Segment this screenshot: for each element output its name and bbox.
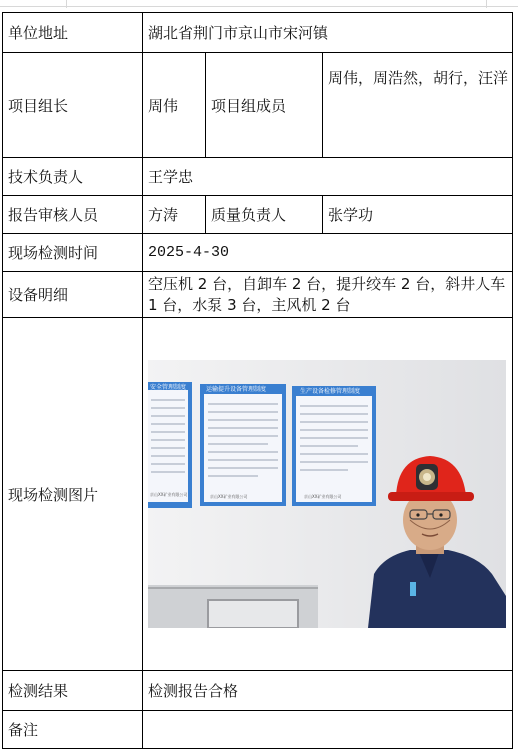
photo-cell [143, 318, 513, 671]
value-quality-lead: 张学功 [323, 196, 513, 234]
value-reviewer: 方涛 [143, 196, 206, 234]
value-team-leader: 周伟 [143, 53, 206, 158]
value-remarks [143, 711, 513, 749]
board-2-title: 运输提升设备管理制度 [206, 386, 267, 393]
label-inspection-time: 现场检测时间 [3, 234, 143, 272]
row-team [3, 53, 513, 158]
label-reviewer: 报告审核人员 [3, 196, 143, 234]
label-unit-address: 单位地址 [3, 13, 143, 53]
label-equipment: 设备明细 [3, 272, 143, 318]
row-result [3, 671, 513, 711]
notice-board-2 [200, 384, 286, 506]
value-team-members: 周伟，周浩然，胡行，汪洋 [323, 53, 513, 158]
value-tech-lead: 王学忠 [143, 158, 513, 196]
value-result: 检测报告合格 [143, 671, 513, 711]
row-unit-address [3, 13, 513, 53]
record-table [2, 12, 513, 749]
row-photo [3, 318, 513, 671]
row-tech-lead [3, 158, 513, 196]
value-unit-address: 湖北省荆门市京山市宋河镇 [143, 13, 513, 53]
board-1-footer: 京山XX矿业有限公司 [150, 492, 188, 497]
top-divider [0, 6, 518, 7]
label-quality-lead: 质量负责人 [206, 196, 323, 234]
margin-tick [486, 0, 487, 8]
label-photo: 现场检测图片 [3, 318, 143, 671]
label-team-leader: 项目组长 [3, 53, 143, 158]
value-equipment: 空压机 2 台，自卸车 2 台，提升绞车 2 台，斜井人车 1 台，水泵 3 台，主风机 2 台 [143, 272, 513, 318]
site-inspection-photo [148, 360, 506, 628]
site-photo-scene [148, 360, 506, 628]
board-3-title: 生产设备检修管理制度 [300, 388, 361, 395]
value-inspection-time: 2025-4-30 [143, 234, 513, 272]
notice-board-3 [292, 386, 376, 506]
notice-board-1 [148, 382, 192, 508]
label-tech-lead: 技术负责人 [3, 158, 143, 196]
label-team-members: 项目组成员 [206, 53, 323, 158]
board-3-footer: 京山XX矿业有限公司 [304, 494, 342, 499]
label-remarks: 备注 [3, 711, 143, 749]
row-remarks [3, 711, 513, 749]
row-equipment [3, 272, 513, 318]
label-result: 检测结果 [3, 671, 143, 711]
board-2-footer: 京山XX矿业有限公司 [210, 494, 248, 499]
board-1-title: 安全管理制度 [150, 384, 187, 391]
row-inspection-time [3, 234, 513, 272]
row-reviewer [3, 196, 513, 234]
margin-tick [66, 0, 67, 8]
